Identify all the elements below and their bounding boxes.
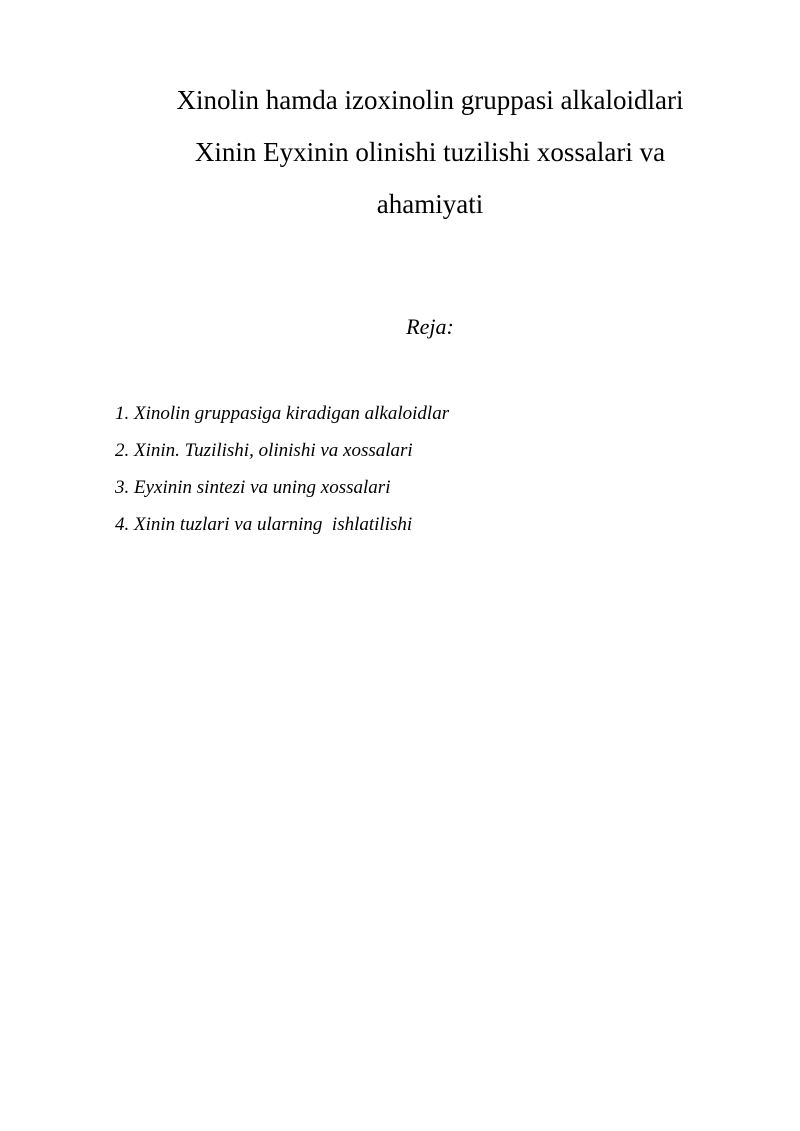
plan-item: 1. Xinolin gruppasiga kiradigan alkaloidlar — [115, 403, 450, 424]
plan-item: 2. Xinin. Tuzilishi, olinishi va xossalari — [115, 440, 413, 461]
plan-heading: Reja: — [406, 314, 454, 339]
title-line-2: Xinin Eyxinin olinishi tuzilishi xossalari va — [194, 137, 666, 167]
plan-item: 4. Xinin tuzlari va ularning ishlatilishi — [115, 514, 413, 535]
plan-list — [115, 395, 449, 543]
title-line-3: ahamiyati — [376, 189, 484, 219]
title-line-1: Xinolin hamda izoxinolin gruppasi alkaloidlari — [176, 85, 684, 115]
plan-item: 3. Eyxinin sintezi va uning xossalari — [115, 477, 391, 498]
document-title — [115, 74, 745, 230]
